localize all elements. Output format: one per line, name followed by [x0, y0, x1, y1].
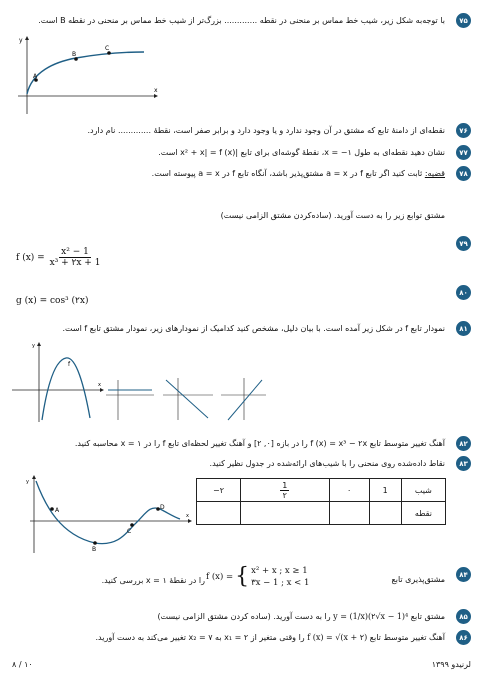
question-number-badge: ۷۷ [456, 145, 471, 160]
svg-text:y: y [26, 479, 29, 485]
table-cell[interactable] [197, 502, 241, 525]
question-number-badge: ۸۶ [456, 630, 471, 645]
question-text: نقطه‌ای از دامنهٔ تابع که مشتق در آن وجود ندارد و یا وجود دارد و برابر صفر است، نقطهٔ ............. نام دارد. [87, 126, 445, 135]
y-axis-label: y [19, 37, 23, 44]
brace: { [235, 564, 250, 589]
point-c-label: C [105, 45, 110, 52]
formula-lhs: f (x) = [16, 253, 45, 263]
question-lead: مشتق‌پذیری تابع [391, 575, 445, 584]
formula-79 [16, 247, 102, 268]
formula-85: y = (1/x)(۲√x − 1)⁴ [333, 612, 409, 621]
formula-86: f (x) = √(x + ۲) [307, 633, 368, 642]
question-text [95, 632, 445, 643]
question-text [391, 574, 445, 585]
svg-text:C: C [127, 528, 132, 535]
table-cell[interactable] [369, 502, 401, 525]
row-header: شیب [401, 479, 445, 502]
x-axis-label: x [154, 87, 158, 94]
figure-83-curve [10, 475, 195, 555]
table-cell [241, 479, 330, 502]
question-number-badge: ۷۵ [456, 13, 471, 28]
svg-text:x: x [98, 382, 101, 388]
svg-text:D: D [160, 504, 165, 511]
row-header: نقطه [401, 502, 445, 525]
table-row [197, 502, 446, 525]
formula-lhs: f (x) = [206, 572, 234, 582]
question-tail: را در نقطهٔ ۱ = x بررسی کنید. [101, 576, 205, 585]
svg-text:y: y [32, 343, 35, 349]
svg-text:B: B [92, 546, 97, 553]
formula-80: g (x) = cos³ (۲x) [16, 296, 89, 306]
denominator: x³ + ۲x + 1 [49, 258, 101, 268]
fraction [48, 247, 103, 268]
question-number-badge: ۸۴ [456, 567, 471, 582]
question-number-badge: ۸۲ [456, 436, 471, 451]
table-cell: 1 [369, 479, 401, 502]
piecewise-function [206, 565, 309, 589]
question-number-badge: ۸۰ [456, 285, 471, 300]
x-axis-arrow [154, 94, 158, 98]
question-number-badge: ۸۳ [456, 456, 471, 471]
instruction-text: مشتق توابع زیر را به دست آورید. (ساده‌کردن مشتق الزامی نیست) [220, 211, 445, 220]
y-axis-arrow [25, 36, 29, 40]
question-number-badge: ۷۸ [456, 166, 471, 181]
f-curve [42, 358, 90, 420]
question-lead: آهنگ تغییر متوسط تابع [369, 633, 445, 642]
question-text: نمودار تابع f در شکل زیر آمده است. با بیان دلیل، مشخص کنید کدامیک از نمودارهای زیر، نمودار مشتق تابع f است. [62, 324, 445, 333]
question-text: آهنگ تغییر متوسط تابع f (x) = x³ − ۲x را در بازه [۰, ۲] و آهنگ تغییر لحظه‌ای تابع f را در ۱ = x محاسبه کنید. [74, 439, 445, 448]
theorem-text: ثابت کنید اگر تابع f در a = x مشتق‌پذیر باشد، آنگاه تابع f در a = x پیوسته است. [151, 169, 423, 178]
question-tail: را وقتی متغیر از ۲ = x₁ به ۷ = x₂ تغییر می‌کند به دست آورید. [95, 633, 305, 642]
question-text [157, 611, 445, 622]
question-number-badge: ۸۵ [456, 609, 471, 624]
svg-text:A: A [55, 507, 60, 514]
point-a-label: A [33, 73, 38, 80]
exam-title: لرنیدو ۱۳۹۹ [431, 660, 471, 669]
question-lead: مشتق تابع [410, 612, 445, 621]
table-cell: −۲ [197, 479, 241, 502]
svg-text:x: x [186, 513, 189, 519]
numerator: x² − 1 [61, 247, 89, 257]
table-row [197, 479, 446, 502]
question-text: نقاط داده‌شده روی منحنی را با شیب‌های ارائه‌شده در جدول نظیر کنید. [209, 459, 445, 468]
slope-table [196, 478, 446, 525]
question-number-badge: ۸۱ [456, 321, 471, 336]
table-cell: ۰ [329, 479, 369, 502]
piecewise-case-1: x² + x ; x ≥ 1 [251, 566, 308, 576]
question-number-badge: ۷۶ [456, 123, 471, 138]
figure-81-graphs [8, 340, 268, 425]
question-text: با توجه‌به شکل زیر، شیب خط مماس بر منحنی در نقطه ............. بزرگ‌تر از شیب خط مماس بر منحنی در نقطه B است. [38, 16, 445, 25]
f-label: f [68, 361, 71, 368]
page-number: ۸ / ۱۰ [12, 660, 33, 669]
question-text [152, 168, 445, 179]
question-tail: را به دست آورید. (ساده کردن مشتق الزامی نیست) [157, 612, 331, 621]
curve [27, 52, 144, 94]
theorem-label: قضیه: [424, 169, 445, 178]
fraction: $\frac{1}{۲}$ [282, 480, 288, 500]
question-number-badge: ۷۹ [456, 236, 471, 251]
question-text: نشان دهید نقطه‌ای به طول ۱− = x، نقطهٔ گوشه‌ای برای تابع |x² + x| = f (x) است. [158, 148, 445, 157]
table-cell[interactable] [241, 502, 330, 525]
point-b-label: B [72, 51, 77, 58]
table-cell[interactable] [329, 502, 369, 525]
figure-75-curve [14, 34, 164, 116]
piecewise-case-2: ۳x − 1 ; x < 1 [251, 578, 310, 588]
